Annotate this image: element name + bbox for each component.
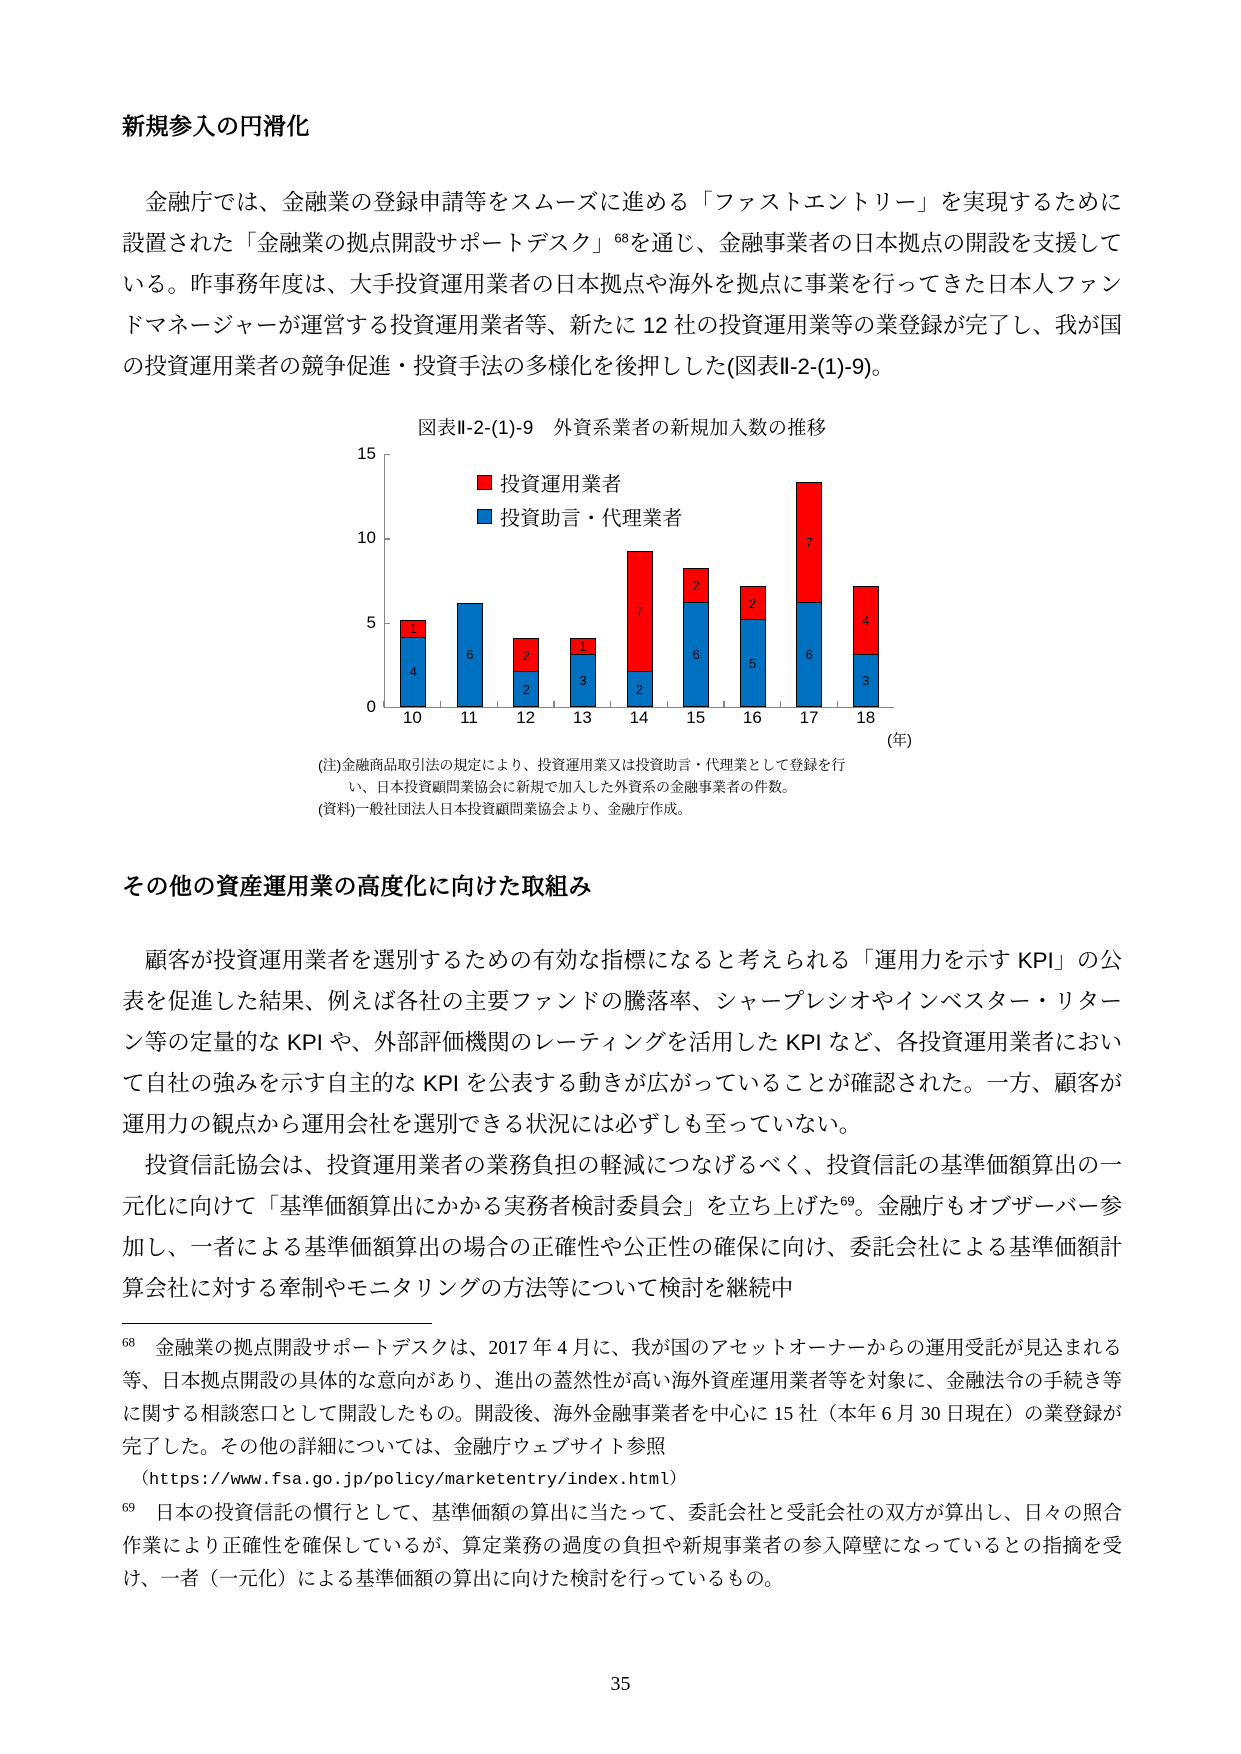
page-number: 35 — [610, 1673, 631, 1695]
y-axis-tick-10 — [357, 528, 385, 548]
x-tick-14: 14 — [611, 708, 668, 732]
bar-segment-blue: 6 — [457, 603, 483, 707]
figure-title: 図表Ⅱ-2-(1)-9 外資系業者の新規加入数の推移 — [417, 417, 827, 439]
footnote-ref-69[interactable]: 69 — [840, 1193, 855, 1209]
bar-segment-red: 2 — [683, 568, 709, 603]
bar-segment-red: 1 — [570, 638, 596, 655]
bar-group-18 — [838, 454, 895, 707]
page-content — [122, 0, 1122, 1596]
footnote-68-marker: 68 — [122, 1334, 135, 1350]
footnotes-block — [122, 1332, 1122, 1596]
stacked-bar — [853, 586, 879, 707]
y-axis-tick-15 — [357, 444, 385, 464]
bar-segment-red: 7 — [796, 482, 822, 603]
bar-group-14 — [611, 454, 668, 707]
stacked-bar — [740, 586, 766, 707]
stacked-bar — [400, 620, 426, 707]
stacked-bar — [627, 551, 653, 707]
figure-note-line2: い、日本投資顧問業協会に新規で加入した外資系の金融事業者の件数。 — [348, 778, 796, 795]
footnote-separator — [122, 1323, 432, 1325]
stacked-bar — [796, 482, 822, 707]
bar-segment-blue: 4 — [400, 638, 426, 707]
y-tick-label: 5 — [366, 612, 376, 632]
section-heading-new-entry: 新規参入の円滑化 — [122, 113, 310, 139]
x-tick-11: 11 — [441, 708, 498, 732]
y-tick-label: 10 — [357, 528, 376, 548]
bar-segment-red: 2 — [513, 638, 539, 673]
x-axis-ticks — [384, 708, 894, 732]
bar-group-12 — [498, 454, 555, 707]
footnote-68 — [122, 1332, 1122, 1464]
chart-bars — [385, 454, 894, 707]
bar-segment-blue: 3 — [570, 655, 596, 707]
bar-segment-red: 4 — [853, 586, 879, 655]
bar-segment-blue: 5 — [740, 620, 766, 707]
bar-segment-red: 1 — [400, 620, 426, 637]
y-axis-tick-0 — [367, 697, 385, 717]
x-tick-16: 16 — [724, 708, 781, 732]
stacked-bar — [513, 638, 539, 707]
footnote-68-url[interactable]: （https://www.fsa.go.jp/policy/marketentry/index.html） — [132, 1471, 687, 1491]
bar-segment-blue: 3 — [853, 655, 879, 707]
x-tick-15: 15 — [667, 708, 724, 732]
x-tick-10: 10 — [384, 708, 441, 732]
y-tick-label: 0 — [366, 696, 376, 716]
x-tick-12: 12 — [497, 708, 554, 732]
bar-segment-red: 2 — [740, 586, 766, 621]
footnote-69-marker: 69 — [122, 1499, 135, 1515]
paragraph-text-part1: 投資信託協会は、投資運用業者の業務負担の軽減につなげるべく、投資信託の基準価額算出の一元化に向けて「基準価額算出にかかる実務者検討委員会」を立ち上げた — [122, 1152, 1122, 1219]
stacked-bar — [683, 568, 709, 707]
paragraph-text-part2: を通じ、金融事業者の日本拠点の開設を支援している。昨事務年度は、大手投資運用業者の日本拠点や海外を拠点に事業を行ってきた日本人ファンドマネージャーが運営する投資運用業者等、新たに 12 社の投資運用業等の業登録が完了し、我が国の投資運用業者の競争促進・投資手法の多様化を後押しした(図表Ⅱ-2-(1)-9)。 — [122, 230, 1122, 379]
footnote-69-text: 日本の投資信託の慣行として、基準価額の算出に当たって、委託会社と受託会社の双方が算出し、日々の照合作業により正確性を確保しているが、算定業務の過度の負担や新規事業者の参入障壁になっているとの指摘を受け、一者（一元化）による基準価額の算出に向けた検討を行っているもの。 — [122, 1503, 1122, 1591]
paragraph-text-part1: 金融庁では、金融業の登録申請等をスムーズに進める「ファストエントリー」を実現するために設置された「金融業の拠点開設サポートデスク」 — [122, 189, 1122, 256]
chart-area — [342, 443, 912, 750]
footnote-ref-68[interactable]: 68 — [614, 230, 629, 246]
bar-group-15 — [668, 454, 725, 707]
x-tick-17: 17 — [781, 708, 838, 732]
bar-group-13 — [555, 454, 612, 707]
paragraph-text-part2: 。金融庁もオブザーバー参加し、一者による基準価額算出の場合の正確性や公正性の確保に向け、委託会社による基準価額計算会社に対する牽制やモニタリングの方法等について検討を継続中 — [122, 1193, 1122, 1301]
paragraph-kpi: 顧客が投資運用業者を選別するための有効な指標になると考えられる「運用力を示す KPI」の公表を促進した結果、例えば各社の主要ファンドの騰落率、シャープレシオやインベスター・リターン等の定量的な KPI や、外部評価機関のレーティングを活用した KPI など、各投資運用業者において自社の強みを示す自主的な KPI を公表する動きが広がっていることが確認された。一方、顧客が運用力の観点から運用会社を選別できる状況には必ずしも至っていない。 — [122, 947, 1122, 1137]
bar-segment-red: 7 — [627, 551, 653, 672]
y-axis-tick-5 — [367, 613, 385, 633]
figure-source-line: (資料)一般社団法人日本投資顧問業協会より、金融庁作成。 — [318, 800, 692, 817]
bar-group-11 — [442, 454, 499, 707]
figure-new-foreign-entrants — [122, 413, 1122, 820]
section-heading-other-initiatives: その他の資産運用業の高度化に向けた取組み — [122, 872, 592, 899]
bar-group-16 — [724, 454, 781, 707]
bar-group-10 — [385, 454, 442, 707]
x-axis-unit-label: (年) — [887, 731, 912, 749]
stacked-bar — [570, 638, 596, 707]
paragraph-toushin — [122, 1145, 1122, 1309]
bar-segment-blue: 6 — [796, 603, 822, 707]
bar-group-17 — [781, 454, 838, 707]
x-tick-18: 18 — [837, 708, 894, 732]
bar-segment-blue: 2 — [513, 672, 539, 707]
bar-segment-blue: 6 — [683, 603, 709, 707]
legend-label-investment-managers: 投資運用業者 — [500, 473, 622, 496]
footnote-68-text: 金融業の拠点開設サポートデスクは、2017 年 4 月に、我が国のアセットオーナーからの運用受託が見込まれる等、日本拠点開設の具体的な意向があり、進出の蓋然性が高い海外資産運用業者等を対象に、金融法令の手続き等に関する相談窓口として開設したもの。開設後、海外金融事業者を中心に 15 社（本年 6 月 30 日現在）の業登録が完了した。その他の詳細については、金融庁ウェブサイト参照 — [122, 1338, 1122, 1459]
footnote-69 — [122, 1497, 1122, 1596]
figure-note-line1: (注)金融商品取引法の規定により、投資運用業又は投資助言・代理業として登録を行 — [318, 756, 846, 773]
x-tick-13: 13 — [554, 708, 611, 732]
bar-segment-blue: 2 — [627, 672, 653, 707]
stacked-bar — [457, 603, 483, 707]
figure-notes — [318, 754, 1122, 820]
chart-plot-area — [357, 443, 894, 716]
paragraph-new-entry — [122, 182, 1122, 387]
y-tick-label: 15 — [357, 443, 376, 463]
legend-label-advisors-agents: 投資助言・代理業者 — [500, 507, 683, 530]
